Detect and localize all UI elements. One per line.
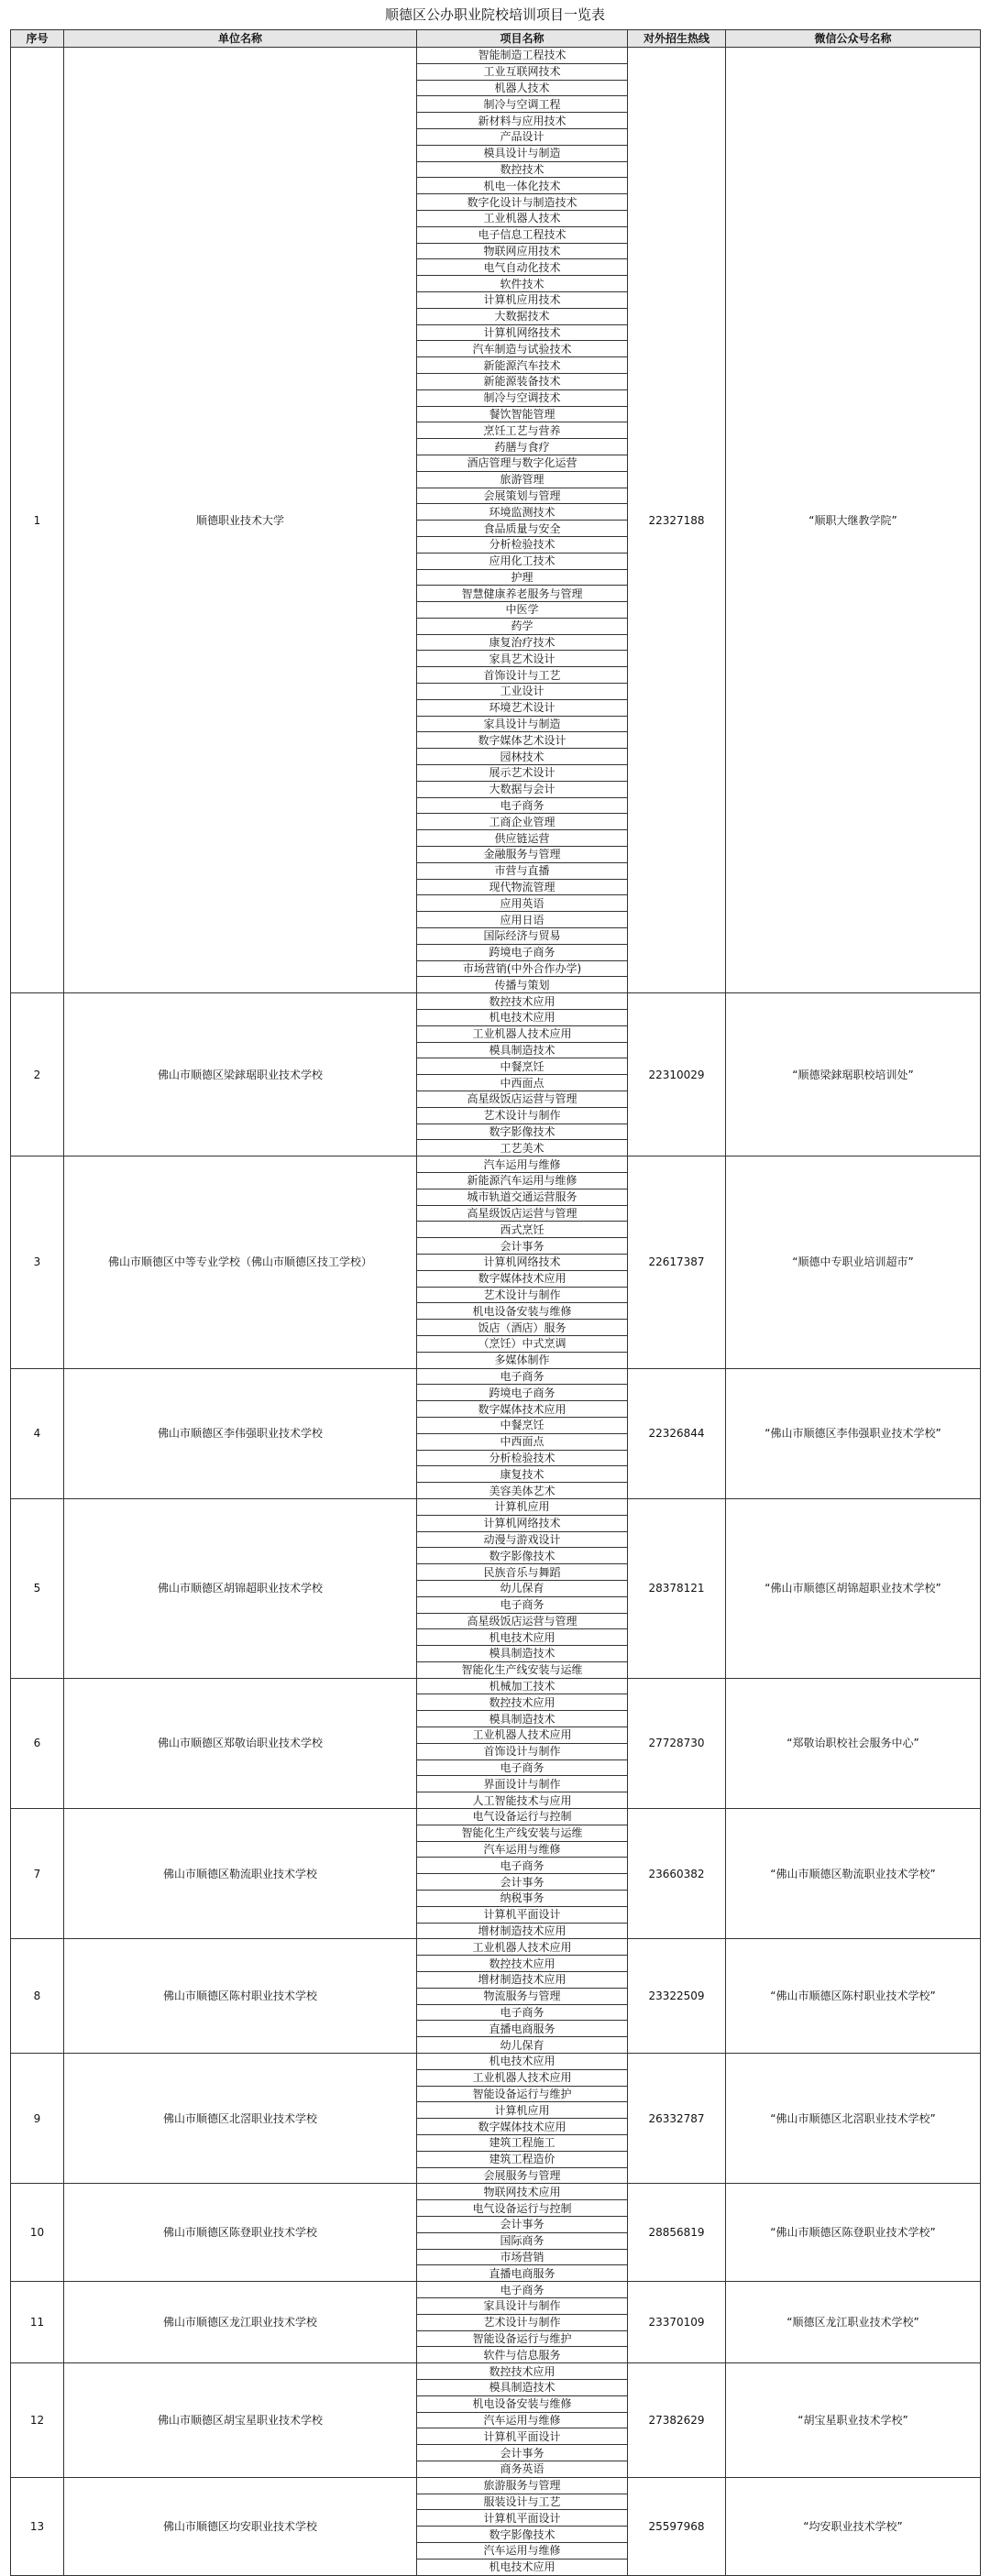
- cell-unit: 佛山市顺德区中等专业学校（佛山市顺德区技工学校）: [64, 1156, 417, 1368]
- cell-project: 城市轨道交通运营服务: [417, 1189, 628, 1205]
- cell-project: 工艺美术: [417, 1140, 628, 1156]
- cell-wechat: “佛山市顺德区北滘职业技术学校”: [726, 2054, 981, 2184]
- cell-project: 高星级饭店运营与管理: [417, 1613, 628, 1629]
- table-row: [11, 1368, 981, 1385]
- cell-project: 园林技术: [417, 749, 628, 765]
- cell-project: 工业机器人技术应用: [417, 1727, 628, 1744]
- cell-project: 汽车运用与维修: [417, 1841, 628, 1858]
- cell-unit: 佛山市顺德区勒流职业技术学校: [64, 1809, 417, 1939]
- cell-project: 电气自动化技术: [417, 259, 628, 276]
- header-project: 项目名称: [417, 30, 628, 48]
- cell-project: 电气设备运行与控制: [417, 1809, 628, 1825]
- cell-project: 大数据与会计: [417, 781, 628, 797]
- cell-project: 工商企业管理: [417, 814, 628, 830]
- cell-project: 增材制造技术应用: [417, 1923, 628, 1939]
- table-row: [11, 1939, 981, 1956]
- cell-project: 会计事务: [417, 2216, 628, 2232]
- cell-project: 首饰设计与制作: [417, 1743, 628, 1759]
- cell-project: 会展服务与管理: [417, 2167, 628, 2184]
- cell-hotline: 22327188: [628, 48, 726, 993]
- cell-project: 酒店管理与数字化运营: [417, 455, 628, 471]
- cell-hotline: 26332787: [628, 2054, 726, 2184]
- cell-project: 机电设备安装与维修: [417, 1303, 628, 1320]
- cell-project: 食品质量与安全: [417, 521, 628, 537]
- cell-project: 会计事务: [417, 2445, 628, 2461]
- cell-unit: 佛山市顺德区胡锦超职业技术学校: [64, 1498, 417, 1678]
- cell-project: 环境监测技术: [417, 504, 628, 521]
- cell-project: 汽车运用与维修: [417, 2542, 628, 2559]
- cell-project: 传播与策划: [417, 977, 628, 993]
- table-row: [11, 48, 981, 64]
- cell-project: 机电技术应用: [417, 2054, 628, 2070]
- cell-no: 4: [11, 1368, 64, 1498]
- cell-project: 软件技术: [417, 276, 628, 292]
- cell-project: 数字影像技术: [417, 1548, 628, 1564]
- cell-project: 国际商务: [417, 2232, 628, 2249]
- header-row: [11, 30, 981, 48]
- cell-project: 建筑工程造价: [417, 2151, 628, 2167]
- cell-project: （烹饪）中式烹调: [417, 1335, 628, 1352]
- cell-wechat: “郑敬诒职校社会服务中心”: [726, 1678, 981, 1808]
- cell-wechat: “顺职大继教学院”: [726, 48, 981, 993]
- header-hotline: 对外招生热线: [628, 30, 726, 48]
- cell-project: 家具设计与制造: [417, 716, 628, 732]
- cell-project: 幼儿保育: [417, 2037, 628, 2054]
- cell-project: 餐饮智能管理: [417, 406, 628, 422]
- cell-project: 服装设计与工艺: [417, 2494, 628, 2510]
- cell-project: 饭店（酒店）服务: [417, 1320, 628, 1336]
- cell-project: 艺术设计与制作: [417, 2314, 628, 2330]
- cell-no: 8: [11, 1939, 64, 2054]
- cell-hotline: 22326844: [628, 1368, 726, 1498]
- cell-unit: 佛山市顺德区陈登职业技术学校: [64, 2184, 417, 2282]
- cell-project: 工业设计: [417, 684, 628, 700]
- cell-project: 计算机平面设计: [417, 2510, 628, 2527]
- cell-project: 工业机器人技术应用: [417, 1939, 628, 1956]
- cell-project: 跨境电子商务: [417, 1385, 628, 1401]
- cell-project: 新能源汽车技术: [417, 357, 628, 374]
- cell-project: 数控技术: [417, 161, 628, 178]
- cell-project: 高星级饭店运营与管理: [417, 1205, 628, 1222]
- cell-project: 应用化工技术: [417, 553, 628, 569]
- cell-unit: 佛山市顺德区胡宝星职业技术学校: [64, 2363, 417, 2478]
- cell-hotline: 25597968: [628, 2477, 726, 2575]
- cell-project: 中餐烹饪: [417, 1058, 628, 1075]
- cell-project: 新材料与应用技术: [417, 113, 628, 129]
- cell-project: 制冷与空调技术: [417, 389, 628, 406]
- cell-project: 纳税事务: [417, 1891, 628, 1907]
- cell-project: 数字媒体技术应用: [417, 2119, 628, 2135]
- cell-project: 模具设计与制造: [417, 145, 628, 161]
- cell-project: 工业互联网技术: [417, 63, 628, 80]
- cell-project: 家具设计与制作: [417, 2297, 628, 2314]
- cell-project: 中医学: [417, 602, 628, 619]
- cell-project: 国际经济与贸易: [417, 928, 628, 945]
- cell-project: 机器人技术: [417, 80, 628, 96]
- cell-wechat: “胡宝星职业技术学校”: [726, 2363, 981, 2478]
- training-table: [10, 29, 981, 2576]
- cell-project: 市营与直播: [417, 862, 628, 879]
- cell-project: 电子商务: [417, 2282, 628, 2298]
- cell-project: 供应链运营: [417, 830, 628, 847]
- cell-unit: 佛山市顺德区郑敬诒职业技术学校: [64, 1678, 417, 1808]
- cell-project: 计算机网络技术: [417, 324, 628, 341]
- cell-project: 智能制造工程技术: [417, 48, 628, 64]
- header-no: 序号: [11, 30, 64, 48]
- cell-project: 机电技术应用: [417, 1010, 628, 1026]
- cell-project: 计算机平面设计: [417, 2428, 628, 2445]
- cell-project: 计算机网络技术: [417, 1254, 628, 1270]
- cell-hotline: 23370109: [628, 2282, 726, 2363]
- cell-no: 9: [11, 2054, 64, 2184]
- cell-wechat: “佛山市顺德区胡锦超职业技术学校”: [726, 1498, 981, 1678]
- cell-project: 机电技术应用: [417, 1629, 628, 1646]
- cell-wechat: “佛山市顺德区陈村职业技术学校”: [726, 1939, 981, 2054]
- cell-project: 首饰设计与工艺: [417, 667, 628, 684]
- cell-project: 家具艺术设计: [417, 651, 628, 667]
- cell-project: 艺术设计与制作: [417, 1287, 628, 1303]
- cell-project: 汽车运用与维修: [417, 2412, 628, 2428]
- cell-project: 分析检验技术: [417, 536, 628, 553]
- cell-project: 电子商务: [417, 1368, 628, 1385]
- cell-project: 市场营销(中外合作办学): [417, 960, 628, 977]
- cell-wechat: “佛山市顺德区陈登职业技术学校”: [726, 2184, 981, 2282]
- cell-project: 现代物流管理: [417, 879, 628, 895]
- cell-project: 幼儿保育: [417, 1580, 628, 1596]
- cell-project: 直播电商服务: [417, 2265, 628, 2282]
- cell-project: 数字影像技术: [417, 1124, 628, 1140]
- cell-project: 机电设备安装与维修: [417, 2395, 628, 2412]
- table-row: [11, 1809, 981, 1825]
- cell-project: 中餐烹饪: [417, 1417, 628, 1433]
- table-row: [11, 1498, 981, 1515]
- cell-project: 美容美体艺术: [417, 1483, 628, 1499]
- cell-project: 商务英语: [417, 2461, 628, 2477]
- cell-project: 数字媒体技术应用: [417, 1401, 628, 1418]
- cell-unit: 顺德职业技术大学: [64, 48, 417, 993]
- cell-project: 分析检验技术: [417, 1450, 628, 1466]
- cell-project: 智能化生产线安装与运维: [417, 1661, 628, 1678]
- cell-project: 西式烹饪: [417, 1222, 628, 1238]
- table-row: [11, 993, 981, 1010]
- cell-project: 多媒体制作: [417, 1352, 628, 1368]
- header-wechat: 微信公众号名称: [726, 30, 981, 48]
- cell-project: 人工智能技术与应用: [417, 1792, 628, 1809]
- cell-project: 数字影像技术: [417, 2527, 628, 2543]
- cell-project: 工业机器人技术: [417, 210, 628, 226]
- cell-project: 工业机器人技术应用: [417, 2069, 628, 2086]
- cell-project: 增材制造技术应用: [417, 1972, 628, 1989]
- cell-no: 7: [11, 1809, 64, 1939]
- cell-project: 药学: [417, 618, 628, 634]
- cell-hotline: 28856819: [628, 2184, 726, 2282]
- cell-project: 新能源汽车运用与维修: [417, 1172, 628, 1189]
- cell-project: 电子信息工程技术: [417, 226, 628, 243]
- cell-project: 模具制造技术: [417, 2379, 628, 2395]
- cell-project: 电子商务: [417, 2004, 628, 2021]
- cell-project: 直播电商服务: [417, 2021, 628, 2037]
- cell-project: 数控技术应用: [417, 1956, 628, 1972]
- cell-project: 计算机应用: [417, 1498, 628, 1515]
- cell-no: 6: [11, 1678, 64, 1808]
- cell-project: 护理: [417, 569, 628, 586]
- table-row: [11, 2477, 981, 2494]
- cell-project: 界面设计与制作: [417, 1776, 628, 1792]
- cell-project: 物流服务与管理: [417, 1988, 628, 2004]
- cell-project: 智能设备运行与维护: [417, 2086, 628, 2102]
- cell-project: 物联网技术应用: [417, 2184, 628, 2200]
- cell-project: 智能化生产线安装与运维: [417, 1825, 628, 1841]
- cell-no: 10: [11, 2184, 64, 2282]
- cell-wechat: “佛山市顺德区勒流职业技术学校”: [726, 1809, 981, 1939]
- cell-unit: 佛山市顺德区龙江职业技术学校: [64, 2282, 417, 2363]
- cell-project: 民族音乐与舞蹈: [417, 1564, 628, 1581]
- cell-no: 5: [11, 1498, 64, 1678]
- cell-project: 旅游服务与管理: [417, 2477, 628, 2494]
- cell-hotline: 27728730: [628, 1678, 726, 1808]
- table-row: [11, 2184, 981, 2200]
- cell-hotline: 23660382: [628, 1809, 726, 1939]
- cell-project: 数字化设计与制造技术: [417, 194, 628, 211]
- cell-project: 会展策划与管理: [417, 488, 628, 504]
- cell-hotline: 22617387: [628, 1156, 726, 1368]
- cell-project: 软件与信息服务: [417, 2347, 628, 2363]
- cell-unit: 佛山市顺德区李伟强职业技术学校: [64, 1368, 417, 1498]
- cell-project: 制冷与空调工程: [417, 96, 628, 113]
- cell-project: 计算机平面设计: [417, 1906, 628, 1923]
- cell-project: 金融服务与管理: [417, 847, 628, 863]
- page-title: 顺德区公办职业院校培训项目一览表: [384, 6, 605, 23]
- cell-no: 13: [11, 2477, 64, 2575]
- cell-project: 计算机应用技术: [417, 291, 628, 308]
- cell-project: 环境艺术设计: [417, 699, 628, 716]
- cell-no: 1: [11, 48, 64, 993]
- cell-unit: 佛山市顺德区均安职业技术学校: [64, 2477, 417, 2575]
- cell-project: 数字媒体艺术设计: [417, 732, 628, 749]
- cell-project: 机械加工技术: [417, 1678, 628, 1694]
- cell-project: 电气设备运行与控制: [417, 2200, 628, 2217]
- cell-project: 康复治疗技术: [417, 634, 628, 651]
- cell-project: 工业机器人技术应用: [417, 1025, 628, 1042]
- cell-project: 市场营销: [417, 2249, 628, 2265]
- cell-project: 新能源装备技术: [417, 373, 628, 389]
- cell-project: 机电技术应用: [417, 2559, 628, 2575]
- cell-project: 中西面点: [417, 1075, 628, 1091]
- cell-project: 汽车制造与试验技术: [417, 341, 628, 357]
- cell-project: 智慧健康养老服务与管理: [417, 586, 628, 602]
- table-row: [11, 2282, 981, 2298]
- cell-hotline: 23322509: [628, 1939, 726, 2054]
- cell-project: 康复技术: [417, 1466, 628, 1483]
- cell-project: 机电一体化技术: [417, 178, 628, 194]
- cell-project: 展示艺术设计: [417, 765, 628, 782]
- cell-project: 跨境电子商务: [417, 944, 628, 960]
- cell-hotline: 28378121: [628, 1498, 726, 1678]
- cell-hotline: 27382629: [628, 2363, 726, 2478]
- cell-project: 数控技术应用: [417, 2363, 628, 2380]
- cell-project: 模具制造技术: [417, 1711, 628, 1727]
- table-row: [11, 2363, 981, 2380]
- cell-project: 建筑工程施工: [417, 2135, 628, 2152]
- cell-project: 艺术设计与制作: [417, 1107, 628, 1124]
- table-row: [11, 1156, 981, 1173]
- header-unit: 单位名称: [64, 30, 417, 48]
- cell-wechat: “顺德中专职业培训超市”: [726, 1156, 981, 1368]
- cell-project: 中西面点: [417, 1433, 628, 1450]
- cell-wechat: “顺德区龙江职业技术学校”: [726, 2282, 981, 2363]
- cell-project: 动漫与游戏设计: [417, 1531, 628, 1548]
- cell-unit: 佛山市顺德区梁銶琚职业技术学校: [64, 993, 417, 1156]
- cell-hotline: 22310029: [628, 993, 726, 1156]
- cell-unit: 佛山市顺德区北滘职业技术学校: [64, 2054, 417, 2184]
- cell-project: 会计事务: [417, 1874, 628, 1891]
- cell-project: 高星级饭店运营与管理: [417, 1091, 628, 1108]
- cell-project: 数控技术应用: [417, 993, 628, 1010]
- cell-project: 电子商务: [417, 1759, 628, 1776]
- cell-unit: 佛山市顺德区陈村职业技术学校: [64, 1939, 417, 2054]
- cell-project: 电子商务: [417, 1858, 628, 1874]
- cell-project: 电子商务: [417, 797, 628, 814]
- cell-project: 电子商务: [417, 1596, 628, 1613]
- cell-no: 2: [11, 993, 64, 1156]
- table-row: [11, 2054, 981, 2070]
- cell-project: 产品设计: [417, 128, 628, 145]
- cell-project: 计算机应用: [417, 2102, 628, 2119]
- cell-project: 大数据技术: [417, 308, 628, 324]
- cell-project: 智能设备运行与维护: [417, 2330, 628, 2347]
- cell-project: 会计事务: [417, 1238, 628, 1255]
- cell-project: 应用英语: [417, 895, 628, 912]
- cell-project: 模具制造技术: [417, 1042, 628, 1058]
- cell-project: 数控技术应用: [417, 1694, 628, 1711]
- cell-project: 烹饪工艺与营养: [417, 422, 628, 439]
- cell-no: 3: [11, 1156, 64, 1368]
- cell-no: 11: [11, 2282, 64, 2363]
- cell-wechat: “均安职业技术学校”: [726, 2477, 981, 2575]
- cell-project: 药膳与食疗: [417, 439, 628, 455]
- cell-no: 12: [11, 2363, 64, 2478]
- table-row: [11, 1678, 981, 1694]
- cell-project: 模具制造技术: [417, 1646, 628, 1662]
- cell-wechat: “顺德梁銶琚职校培训处”: [726, 993, 981, 1156]
- cell-project: 物联网应用技术: [417, 243, 628, 259]
- cell-project: 汽车运用与维修: [417, 1156, 628, 1173]
- cell-project: 旅游管理: [417, 471, 628, 488]
- cell-project: 计算机网络技术: [417, 1515, 628, 1531]
- cell-project: 应用日语: [417, 912, 628, 928]
- cell-project: 数字媒体技术应用: [417, 1270, 628, 1287]
- cell-wechat: “佛山市顺德区李伟强职业技术学校”: [726, 1368, 981, 1498]
